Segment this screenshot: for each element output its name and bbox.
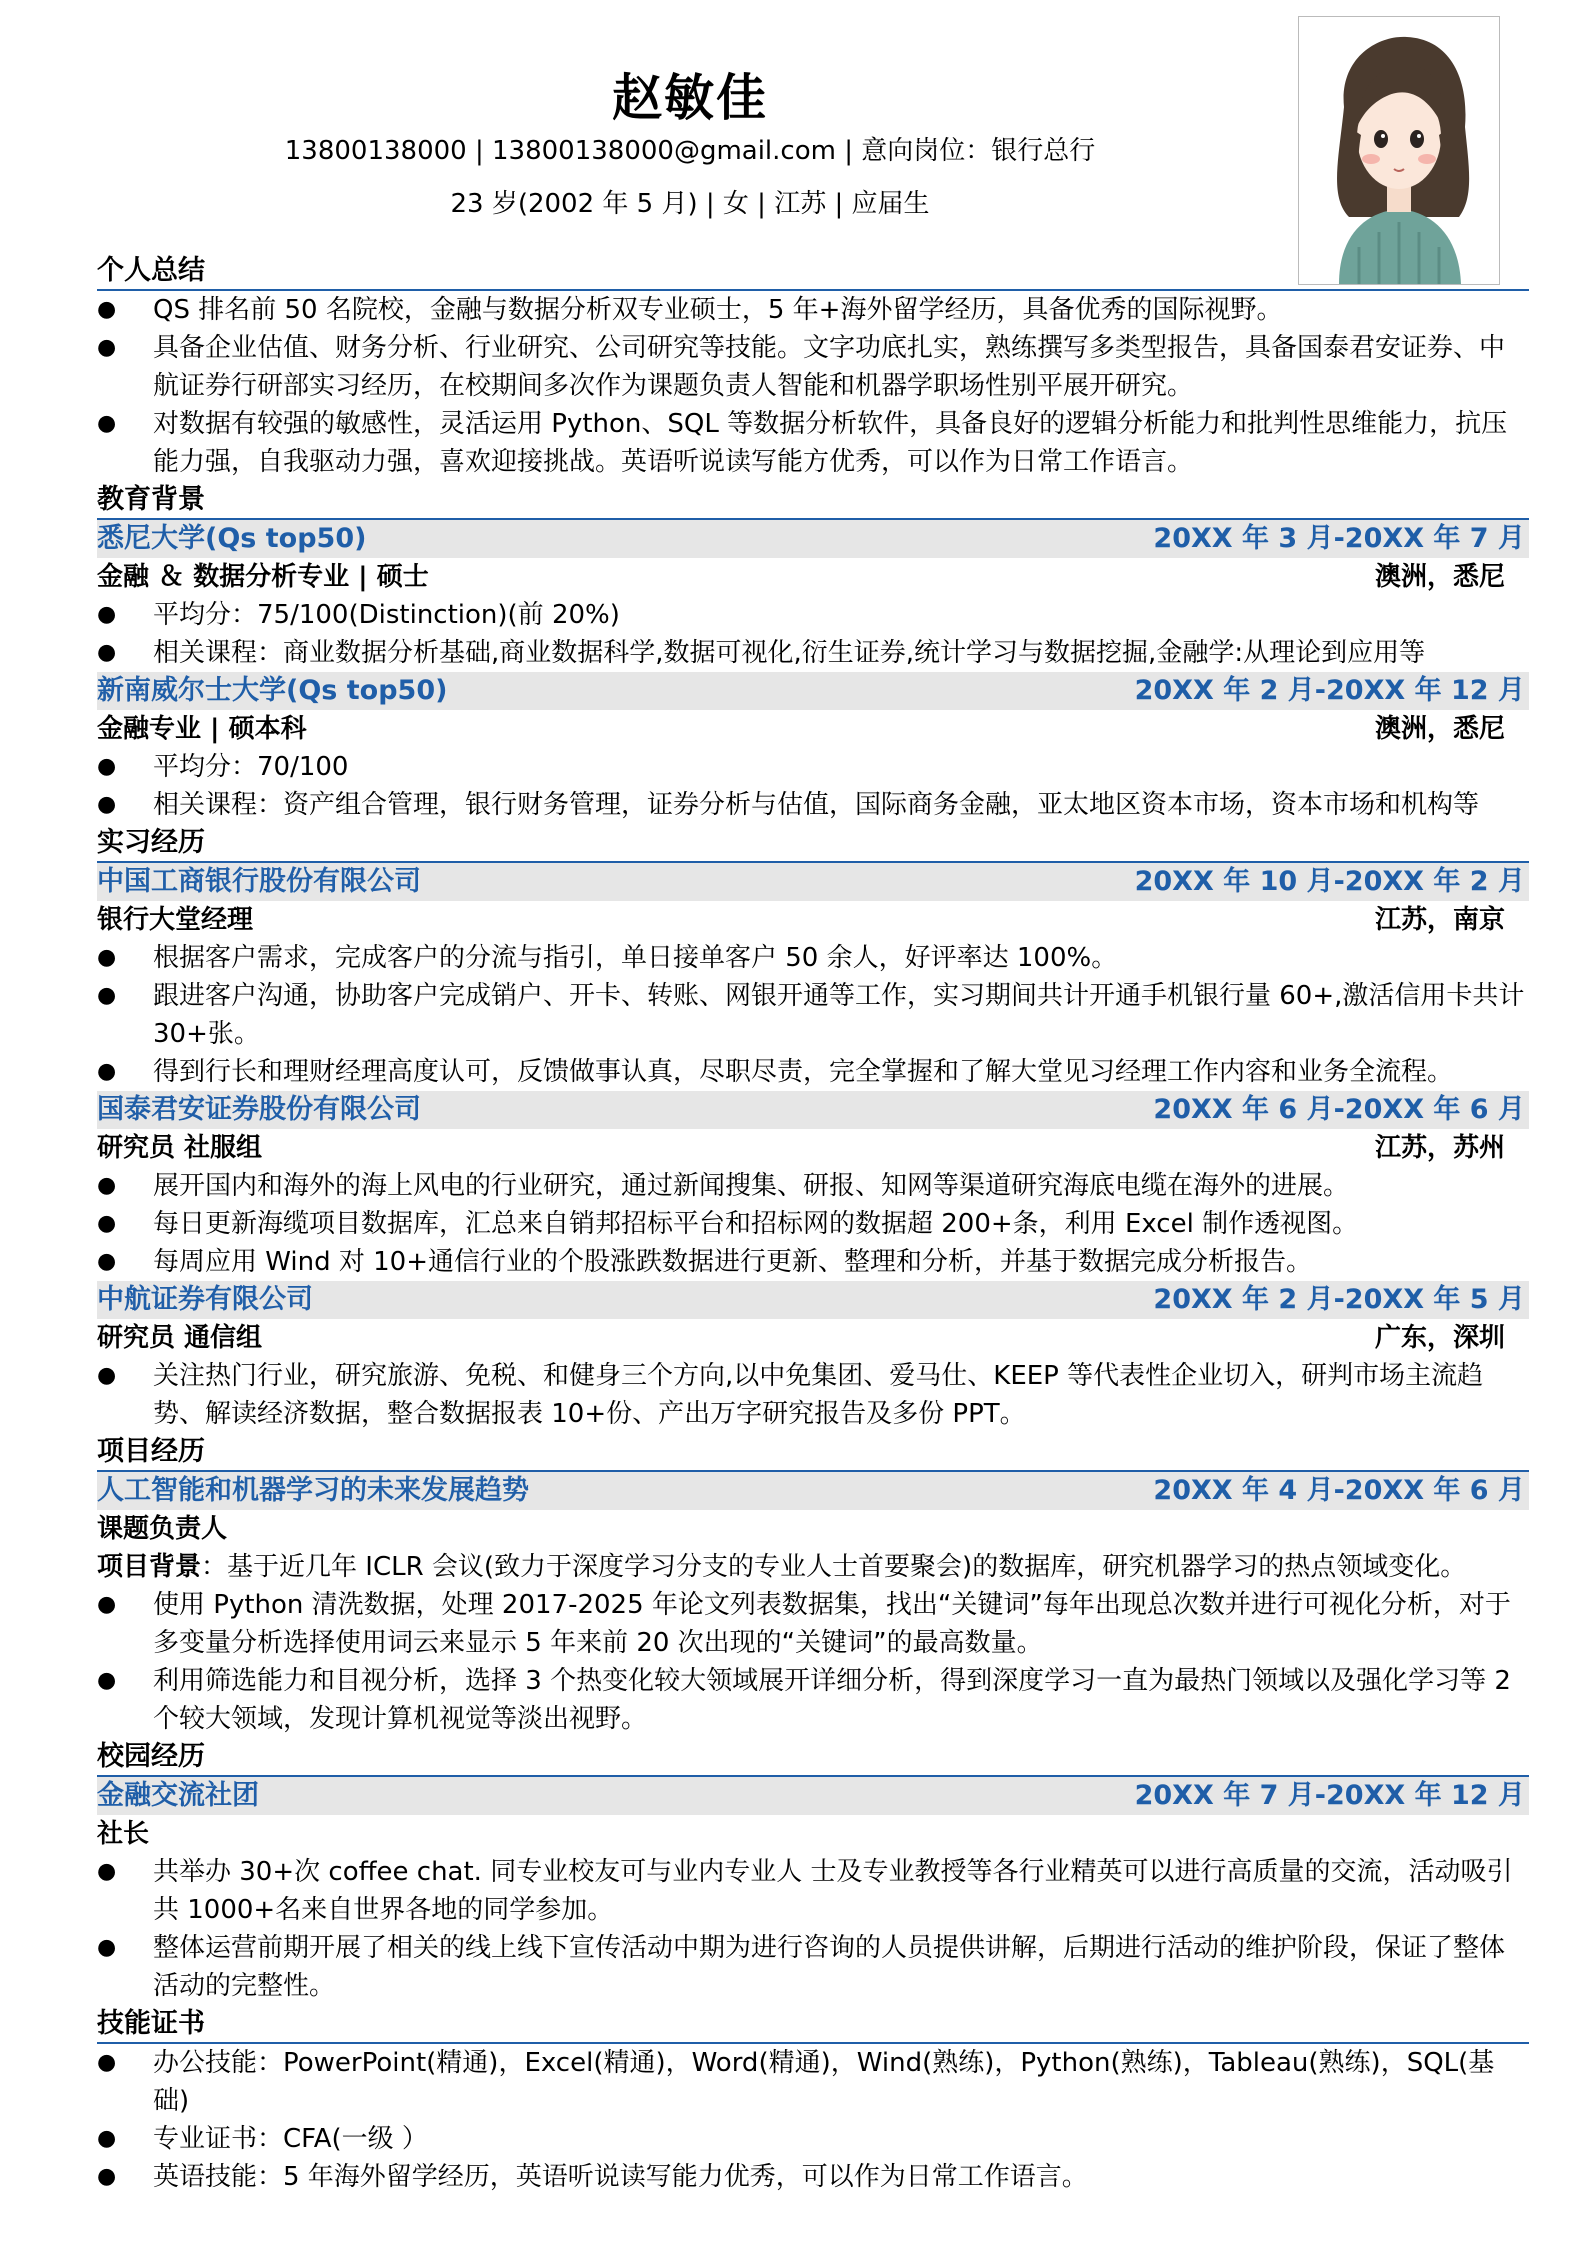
list-item: ● 共举办 30+次 coffee chat. 同专业校友可与业内专业人 士及专业教授等各行业精英可以进行高质量的交流，活动吸引共 1000+名来自世界各地的同学参加。 — [97, 1853, 1529, 1929]
entry-role: 社长 — [97, 1819, 150, 1849]
list-item: ● 使用 Python 清洗数据，处理 2017-2025 年论文列表数据集，找出“关键词”每年出现总次数并进行可视化分析，对于多变量分析选择使用词云来显示 5 年来前 20 次出现的“关键词”的最高数量。 — [97, 1586, 1529, 1662]
entry-role: 银行大堂经理 — [97, 905, 254, 935]
entry-header — [97, 1777, 1529, 1815]
entry-location: 澳洲，悉尼 — [1374, 562, 1505, 592]
list-item: ● 相关课程：商业数据分析基础,商业数据科学,数据可视化,衍生证券,统计学习与数据挖掘,金融学:从理论到应用等 — [97, 634, 1529, 672]
section-title-internship: 实习经历 — [97, 824, 1529, 863]
candidate-name: 赵敏佳 — [612, 69, 768, 127]
entry-org: 新南威尔士大学(Qs top50) — [97, 675, 448, 706]
entry-header — [97, 672, 1529, 710]
entry-subheader — [97, 1815, 1529, 1853]
entry-org: 金融交流社团 — [97, 1780, 259, 1811]
section-title-projects: 项目经历 — [97, 1433, 1529, 1472]
bullet-icon: ● — [97, 1859, 117, 1884]
section-title-summary: 个人总结 — [97, 252, 1529, 291]
list-item: ● 相关课程：资产组合管理，银行财务管理，证券分析与估值，国际商务金融，亚太地区资本市场，资本市场和机构等 — [97, 786, 1529, 824]
bullet-icon: ● — [97, 983, 117, 1008]
entry-date: 20XX 年 3 月-20XX 年 7 月 — [1153, 523, 1525, 554]
section-title-campus: 校园经历 — [97, 1738, 1529, 1777]
entry-location: 江苏，苏州 — [1374, 1133, 1505, 1163]
entry-org: 悉尼大学(Qs top50) — [97, 523, 367, 554]
bullet-icon: ● — [97, 2050, 117, 2075]
entry-org: 中航证券有限公司 — [97, 1284, 313, 1315]
avatar-illustration — [1299, 17, 1499, 284]
entry-role: 金融专业 | 硕本科 — [97, 714, 307, 744]
entry-date: 20XX 年 2 月-20XX 年 12 月 — [1134, 675, 1525, 706]
bullet-icon: ● — [97, 1249, 117, 1274]
list-item: ● 跟进客户沟通，协助客户完成销户、开卡、转账、网银开通等工作，实习期间共计开通手机银行量 60+,激活信用卡共计 30+张。 — [97, 977, 1529, 1053]
entry-location: 江苏，南京 — [1374, 905, 1505, 935]
list-item: ● 展开国内和海外的海上风电的行业研究，通过新闻搜集、研报、知网等渠道研究海底电缆在海外的进展。 — [97, 1167, 1529, 1205]
entry-subheader — [97, 1319, 1529, 1357]
bullet-icon: ● — [97, 1363, 117, 1388]
entry-date: 20XX 年 10 月-20XX 年 2 月 — [1134, 866, 1525, 897]
list-item: ● 具备企业估值、财务分析、行业研究、公司研究等技能。文字功底扎实，熟练撰写多类型报告，具备国泰君安证券、中航证券行研部实习经历，在校期间多次作为课题负责人智能和机器学职场性别平展开研究。 — [97, 329, 1529, 405]
section-title-skills: 技能证书 — [97, 2005, 1529, 2044]
list-item: ● 根据客户需求，完成客户的分流与指引，单日接单客户 50 余人，好评率达 100%。 — [97, 939, 1529, 977]
list-item: ● QS 排名前 50 名院校，金融与数据分析双专业硕士，5 年+海外留学经历，具备优秀的国际视野。 — [97, 291, 1529, 329]
project-background — [97, 1548, 1529, 1586]
resume-content — [97, 252, 1529, 2196]
list-item: ● 得到行长和理财经理高度认可，反馈做事认真，尽职尽责，完全掌握和了解大堂见习经理工作内容和业务全流程。 — [97, 1053, 1529, 1091]
list-item: ● 利用筛选能力和目视分析，选择 3 个热变化较大领域展开详细分析，得到深度学习一直为最热门领域以及强化学习等 2 个较大领域，发现计算机视觉等淡出视野。 — [97, 1662, 1529, 1738]
entry-header — [97, 1472, 1529, 1510]
avatar — [1298, 16, 1500, 285]
bullet-icon: ● — [97, 411, 117, 436]
entry-org: 人工智能和机器学习的未来发展趋势 — [97, 1475, 529, 1506]
list-item: ● 整体运营前期开展了相关的线上线下宣传活动中期为进行咨询的人员提供讲解，后期进行活动的维护阶段，保证了整体活动的完整性。 — [97, 1929, 1529, 2005]
entry-header — [97, 520, 1529, 558]
entry-date: 20XX 年 4 月-20XX 年 6 月 — [1153, 1475, 1525, 1506]
bullet-icon: ● — [97, 1059, 117, 1084]
list-item: ● 平均分：70/100 — [97, 748, 1529, 786]
list-item: ● 英语技能：5 年海外留学经历，英语听说读写能力优秀，可以作为日常工作语言。 — [97, 2158, 1529, 2196]
entry-subheader — [97, 1129, 1529, 1167]
section-title-education: 教育背景 — [97, 481, 1529, 520]
entry-header — [97, 863, 1529, 901]
entry-header — [97, 1091, 1529, 1129]
list-item: ● 专业证书：CFA(一级 ） — [97, 2120, 1529, 2158]
bullet-icon: ● — [97, 2164, 117, 2189]
list-item: ● 每日更新海缆项目数据库，汇总来自销邦招标平台和招标网的数据超 200+条，利用 Excel 制作透视图。 — [97, 1205, 1529, 1243]
entry-location: 澳洲，悉尼 — [1374, 714, 1505, 744]
entry-role: 金融 ＆ 数据分析专业 | 硕士 — [97, 562, 429, 592]
entry-date: 20XX 年 6 月-20XX 年 6 月 — [1153, 1094, 1525, 1125]
project-background-label: 项目背景 — [97, 1552, 202, 1582]
list-item: ● 对数据有较强的敏感性，灵活运用 Python、SQL 等数据分析软件，具备良好的逻辑分析能力和批判性思维能力，抗压能力强，自我驱动力强，喜欢迎接挑战。英语听说读写能方优秀，可以作为日常工作语言。 — [97, 405, 1529, 481]
entry-role: 研究员 通信组 — [97, 1323, 263, 1353]
entry-location: 广东，深圳 — [1374, 1323, 1505, 1353]
entry-role: 课题负责人 — [97, 1514, 228, 1544]
bullet-icon: ● — [97, 792, 117, 817]
bullet-icon: ● — [97, 1935, 117, 1960]
list-item: ● 平均分：75/100(Distinction)(前 20%) — [97, 596, 1529, 634]
project-background-text: ：基于近几年 ICLR 会议(致力于深度学习分支的专业人士首要聚会)的数据库，研究机器学习的热点领域变化。 — [201, 1552, 1467, 1582]
entry-subheader — [97, 1510, 1529, 1548]
bullet-icon: ● — [97, 602, 117, 627]
bullet-icon: ● — [97, 297, 117, 322]
bullet-icon: ● — [97, 754, 117, 779]
bullet-icon: ● — [97, 2126, 117, 2151]
entry-subheader — [97, 558, 1529, 596]
personal-info-line: 23 岁(2002 年 5 月) | 女 | 江苏 | 应届生 — [450, 189, 930, 219]
entry-subheader — [97, 901, 1529, 939]
entry-org: 国泰君安证券股份有限公司 — [97, 1094, 421, 1125]
entry-header — [97, 1281, 1529, 1319]
bullet-icon: ● — [97, 640, 117, 665]
bullet-icon: ● — [97, 945, 117, 970]
entry-date: 20XX 年 7 月-20XX 年 12 月 — [1134, 1780, 1525, 1811]
bullet-icon: ● — [97, 335, 117, 360]
bullet-icon: ● — [97, 1211, 117, 1236]
entry-org: 中国工商银行股份有限公司 — [97, 866, 421, 897]
contact-line: 13800138000 | 13800138000@gmail.com | 意向岗位：银行总行 — [284, 136, 1096, 166]
list-item: ● 办公技能：PowerPoint(精通)，Excel(精通)，Word(精通)，Wind(熟练)，Python(熟练)，Tableau(熟练)，SQL(基础) — [97, 2044, 1529, 2120]
entry-subheader — [97, 710, 1529, 748]
entry-date: 20XX 年 2 月-20XX 年 5 月 — [1153, 1284, 1525, 1315]
list-item: ● 每周应用 Wind 对 10+通信行业的个股涨跌数据进行更新、整理和分析，并基于数据完成分析报告。 — [97, 1243, 1529, 1281]
bullet-icon: ● — [97, 1592, 117, 1617]
bullet-icon: ● — [97, 1668, 117, 1693]
list-item: ● 关注热门行业，研究旅游、免税、和健身三个方向,以中免集团、爱马仕、KEEP 等代表性企业切入，研判市场主流趋势、解读经济数据，整合数据报表 10+份、产出万字研究报告及多份 PPT。 — [97, 1357, 1529, 1433]
entry-role: 研究员 社服组 — [97, 1133, 263, 1163]
bullet-icon: ● — [97, 1173, 117, 1198]
